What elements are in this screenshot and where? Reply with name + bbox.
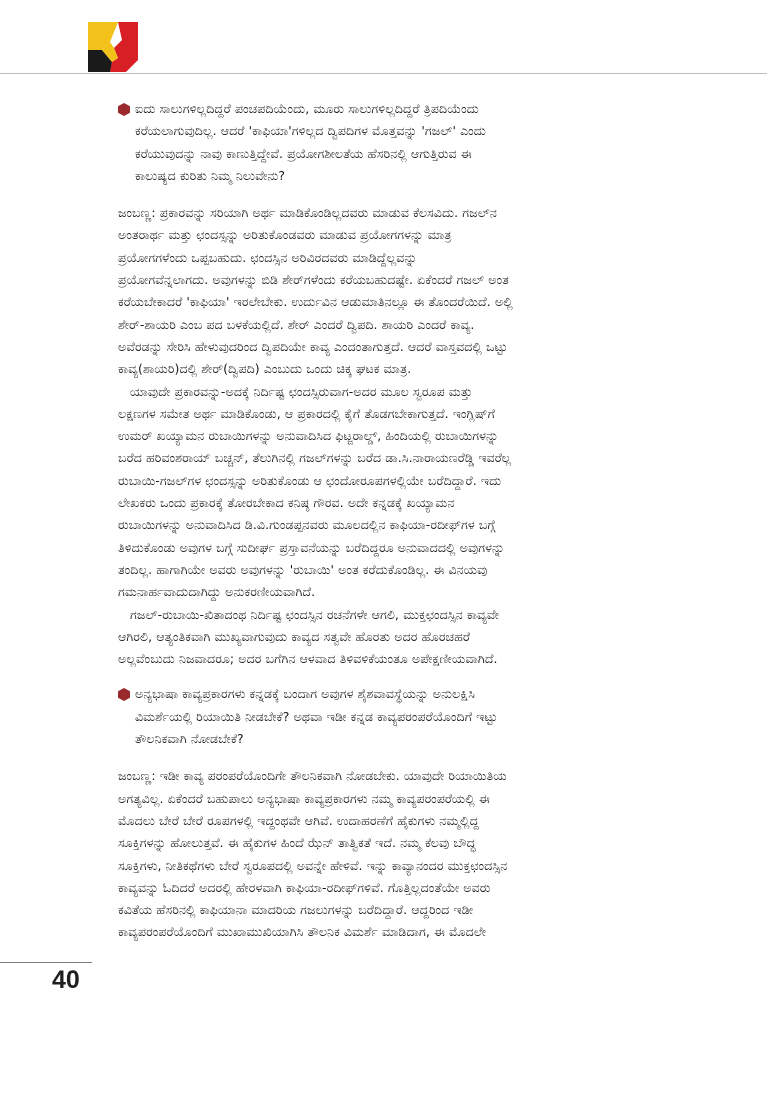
text-line: ವಿಮರ್ಶೆಯಲ್ಲಿ ರಿಯಾಯಿತಿ ನೀಡಬೇಕೆ? ಅಥವಾ ಇಡೀ ಕನ್ನಡ ಕಾವ್ಯಪರಂಪರೆಯೊಂದಿಗೆ ಇಟ್ಟು xyxy=(135,708,498,724)
text-line: ತಂದಿಲ್ಲ. ಹಾಗಾಗಿಯೇ ಅವರು ಅವುಗಳನ್ನು 'ರುಬಾಯಿ' ಅಂತ ಕರೆದುಕೊಂಡಿಲ್ಲ. ಈ ವಿನಯವು xyxy=(118,561,488,577)
text-line: ಐದು ಸಾಲುಗಳಿಲ್ಲದಿದ್ದರೆ ಪಂಚಪದಿಯೆಂದು, ಮೂರು ಸಾಲುಗಳಿಲ್ಲದಿದ್ದರೆ ತ್ರಿಪದಿಯೆಂದು xyxy=(135,101,479,116)
text-line: ಅಂತರಾರ್ಥ ಮತ್ತು ಛಂದಸ್ಸನ್ನು ಅರಿತುಕೊಂಡವರು ಮಾಡುವ ಪ್ರಯೋಗಗಳನ್ನು ಮಾತ್ರ xyxy=(118,227,452,243)
text-line: ಕರೆಯಲಾಗುವುದಿಲ್ಲ. ಆದರೆ 'ಕಾಫಿಯಾ'ಗಳಿಲ್ಲದ ದ್ವಿಪದಿಗಳ ಮೊತ್ತವನ್ನು 'ಗಜಲ್' ಎಂದು xyxy=(135,123,486,139)
text-line: ಕಾವ್ಯ(ಶಾಯರಿ)ದಲ್ಲಿ ಶೇರ್(ದ್ವಿಪದಿ) ಎಂಬುದು ಒಂದು ಚಿಕ್ಕ ಘಟಕ ಮಾತ್ರ. xyxy=(118,361,412,377)
text-line: ಕವಿತೆಯ ಹೆಸರಿನಲ್ಲಿ ಕಾಫಿಯಾನಾ ಮಾದರಿಯ ಗಜಲುಗಳನ್ನು ಬರೆದಿದ್ದಾರೆ. ಆದ್ದರಿಂದ ಇಡೀ xyxy=(118,902,474,918)
text-line: ಮೊದಲು ಬೇರೆ ಬೇರೆ ರೂಪಗಳಲ್ಲಿ ಇದ್ದಂಥವೇ ಆಗಿವೆ. ಉದಾಹರಣೆಗೆ ಹೈಕುಗಳು ನಮ್ಮಲ್ಲಿದ್ದ xyxy=(118,812,479,828)
text-line: ತಿಳಿದುಕೊಂಡು ಅವುಗಳ ಬಗ್ಗೆ ಸುದೀರ್ಘ ಪ್ರಸ್ತಾವನೆಯನ್ನು ಬರೆದಿದ್ದರೂ ಅನುವಾದದಲ್ಲಿ ಅವುಗಳನ್ನು xyxy=(118,539,505,555)
text-line: ರುಬಾಯಿ-ಗಜಲ್‌ಗಳ ಛಂದಸ್ಸನ್ನು ಅರಿತುಕೊಂಡು ಆ ಛಂದೋರೂಪಗಳಲ್ಲಿಯೇ ಬರೆದಿದ್ದಾರೆ. ಇದು xyxy=(118,472,502,488)
text-line: ಅವೆರಡನ್ನು ಸೇರಿಸಿ ಹೇಳುವುದರಿಂದ ದ್ವಿಪದಿಯೇ ಕಾವ್ಯ ಎಂದಂತಾಗುತ್ತದೆ. ಆದರೆ ವಾಸ್ತವದಲ್ಲಿ ಒಟ್ಟು xyxy=(118,338,508,354)
text-line: ಸೂಕ್ತಿಗಳನ್ನು ಹೋಲುತ್ತವೆ. ಈ ಹೈಕುಗಳ ಹಿಂದೆ ಝೆನ್ ತಾತ್ವಿಕತೆ ಇದೆ. ನಮ್ಮ ಕೆಲವು ಬೌದ್ಧ xyxy=(118,835,476,851)
text-line: ಲೇಖಕರು ಒಂದು ಪ್ರಕಾರಕ್ಕೆ ತೋರಬೇಕಾದ ಕನಿಷ್ಠ ಗೌರವ. ಅದೇ ಕನ್ನಡಕ್ಕೆ ಖಯ್ಯಾಮನ xyxy=(118,495,455,511)
text-line: ತೌಲನಿಕವಾಗಿ ನೋಡಬೇಕೆ? xyxy=(135,731,244,747)
answer-1-paragraph-2 xyxy=(118,381,706,604)
text-line: ಗಜಲ್-ರುಬಾಯಿ-ಖಿತಾದಂಥ ನಿರ್ದಿಷ್ಟ ಛಂದಸ್ಸಿನ ರಚನೆಗಳೇ ಆಗಲಿ, ಮುಕ್ತಛಂದಸ್ಸಿನ ಕಾವ್ಯವೇ xyxy=(130,606,500,622)
text-line: ಲಕ್ಷಣಗಳ ಸಮೇತ ಅರ್ಥ ಮಾಡಿಕೊಂಡು, ಆ ಪ್ರಕಾರದಲ್ಲಿ ಕೈಗೆ ತೊಡಗಬೇಕಾಗುತ್ತದೆ. ಇಂಗ್ಲಿಷ್‌ಗೆ xyxy=(118,405,495,421)
text-line: ಅಲ್ಲವೆಂಬುದು ನಿಜವಾದರೂ; ಅದರ ಬಗೆಗಿನ ಆಳವಾದ ತಿಳಿವಳಿಕೆಯಂತೂ ಅಪೇಕ್ಷಣೀಯವಾಗಿದೆ. xyxy=(118,651,498,667)
answer-2 xyxy=(118,765,706,943)
text-line: ಜಂಬಣ್ಣ: ಇಡೀ ಕಾವ್ಯ ಪರಂಪರೆಯೊಂದಿಗೇ ತೌಲನಿಕವಾಗಿ ನೋಡಬೇಕು. ಯಾವುದೇ ರಿಯಾಯಿತಿಯ xyxy=(118,768,507,784)
magazine-logo xyxy=(88,22,138,72)
answer-1 xyxy=(118,202,706,380)
text-line: ಯಾವುದೇ ಪ್ರಕಾರವನ್ನು-ಅದಕ್ಕೆ ನಿರ್ದಿಷ್ಟ ಛಂದಸ್ಸಿರುವಾಗ-ಅದರ ಮೂಲ ಸ್ವರೂಪ ಮತ್ತು xyxy=(130,383,473,399)
text-line: ಅನ್ಯಭಾಷಾ ಕಾವ್ಯಪ್ರಕಾರಗಳು ಕನ್ನಡಕ್ಕೆ ಬಂದಾಗ ಅವುಗಳ ಶೈಶವಾವಸ್ಥೆಯನ್ನು ಅನುಲಕ್ಷಿಸಿ xyxy=(135,686,475,702)
text-line: ಪ್ರಯೋಗವೆನ್ನಲಾಗದು. ಅವುಗಳನ್ನು ಬಿಡಿ ಶೇರ್‌ಗಳೆಂದು ಕರೆಯಬಹುದಷ್ಟೇ. ಏಕೆಂದರೆ ಗಜಲ್ ಅಂತ xyxy=(118,272,509,288)
text-line: ಶೇರ್-ಶಾಯರಿ ಎಂಬ ಪದ ಬಳಕೆಯಲ್ಲಿದೆ. ಶೇರ್ ಎಂದರೆ ದ್ವಿಪದಿ. ಶಾಯರಿ ಎಂದರೆ ಕಾವ್ಯ. xyxy=(118,316,475,332)
text-line: ಸೂಕ್ತಿಗಳು, ನೀತಿಕಥೆಗಳು ಬೇರೆ ಸ್ವರೂಪದಲ್ಲಿ ಅವನ್ನೇ ಹೇಳಿವೆ. ಇನ್ನು ಕಾವ್ಯಾನಂದರ ಮುಕ್ತಛಂದಸ್ಸಿನ xyxy=(118,857,508,873)
text-line: ಉಮರ್ ಖಯ್ಯಾಮನ ರುಬಾಯಿಗಳನ್ನು ಅನುವಾದಿಸಿದ ಫಿಟ್ಜರಾಲ್ಡ್, ಹಿಂದಿಯಲ್ಲಿ ರುಬಾಯಿಗಳನ್ನು xyxy=(118,428,499,444)
hexagon-bullet-icon xyxy=(118,103,130,116)
hexagon-bullet-icon xyxy=(118,688,130,701)
text-line: ಜಂಬಣ್ಣ: ಪ್ರಕಾರವನ್ನು ಸರಿಯಾಗಿ ಅರ್ಥ ಮಾಡಿಕೊಂಡಿಲ್ಲದವರು ಮಾಡುವ ಕೆಲಸವಿದು. ಗಜಲ್‌ನ xyxy=(118,205,497,221)
interview-body xyxy=(118,98,706,957)
header-rule xyxy=(0,73,767,74)
answer-1-paragraph-3 xyxy=(118,604,706,671)
question-1 xyxy=(118,98,706,187)
footer-rule xyxy=(0,962,92,963)
text-line: ಕರೆಯುವುದನ್ನು ನಾವು ಕಾಣುತ್ತಿದ್ದೇವೆ. ಪ್ರಯೋಗಶೀಲತೆಯ ಹೆಸರಿನಲ್ಲಿ ಆಗುತ್ತಿರುವ ಈ xyxy=(135,145,472,161)
text-line: ಬರೆದ ಹರಿವಂಶರಾಯ್ ಬಚ್ಚನ್, ತೆಲುಗಿನಲ್ಲಿ ಗಜಲ್‌ಗಳನ್ನು ಬರೆದ ಡಾ.ಸಿ.ನಾರಾಯಣರೆಡ್ಡಿ ಇವರೆಲ್ಲ xyxy=(118,450,512,466)
text-line: ಕಾಲುಷ್ಯದ ಕುರಿತು ನಿಮ್ಮ ನಿಲುವೇನು? xyxy=(135,167,286,183)
text-line: ಆಗಿರಲಿ, ಆತ್ಯಂತಿಕವಾಗಿ ಮುಖ್ಯವಾಗುವುದು ಕಾವ್ಯದ ಸತ್ವವೇ ಹೊರತು ಅದರ ಹೊರಚಹರೆ xyxy=(118,628,471,644)
text-line: ಕಾವ್ಯವನ್ನು ಓದಿದರೆ ಅದರಲ್ಲಿ ಹೇರಳವಾಗಿ ಕಾಫಿಯಾ-ರದೀಫ್‌ಗಳಿವೆ. ಗೊತ್ತಿಲ್ಲದಂತೆಯೇ ಅವರು xyxy=(118,879,491,895)
text-line: ಕರೆಯಬೇಕಾದರೆ 'ಕಾಫಿಯಾ' ಇರಲೇಬೇಕು. ಉರ್ದುವಿನ ಆಡುಮಾತಿನಲ್ಲೂ ಈ ತೊಂದರೆಯಿದೆ. ಅಲ್ಲಿ xyxy=(118,294,513,310)
text-line: ಅಗತ್ಯವಿಲ್ಲ. ಏಕೆಂದರೆ ಬಹುಪಾಲು ಅನ್ಯಭಾಷಾ ಕಾವ್ಯಪ್ರಕಾರಗಳು ನಮ್ಮ ಕಾವ್ಯಪರಂಪರೆಯಲ್ಲಿ ಈ xyxy=(118,790,490,806)
question-2 xyxy=(118,683,706,750)
text-line: ರುಬಾಯಿಗಳನ್ನು ಅನುವಾದಿಸಿದ ಡಿ.ವಿ.ಗುಂಡಪ್ಪನವರು ಮೂಲದಲ್ಲಿನ ಕಾಫಿಯಾ-ರದೀಫ್‌ಗಳ ಬಗ್ಗೆ xyxy=(118,517,496,533)
text-line: ಪ್ರಯೋಗಗಳೆಂದು ಒಪ್ಪಬಹುದು. ಛಂದಸ್ಸಿನ ಅರಿವಿರದವರು ಮಾಡಿದ್ದೆಲ್ಲವನ್ನು xyxy=(118,249,418,265)
page-number: 40 xyxy=(52,966,80,994)
text-line: ಗಮನಾರ್ಹವಾದುದಾಗಿದ್ದು ಅನುಕರಣೀಯವಾಗಿದೆ. xyxy=(118,584,316,600)
text-line: ಕಾವ್ಯಪರಂಪರೆಯೊಂದಿಗೆ ಮುಖಾಮುಖಿಯಾಗಿಸಿ ತೌಲನಿಕ ವಿಮರ್ಶೆ ಮಾಡಿದಾಗ, ಈ ಮೊದಲೇ xyxy=(118,924,487,940)
